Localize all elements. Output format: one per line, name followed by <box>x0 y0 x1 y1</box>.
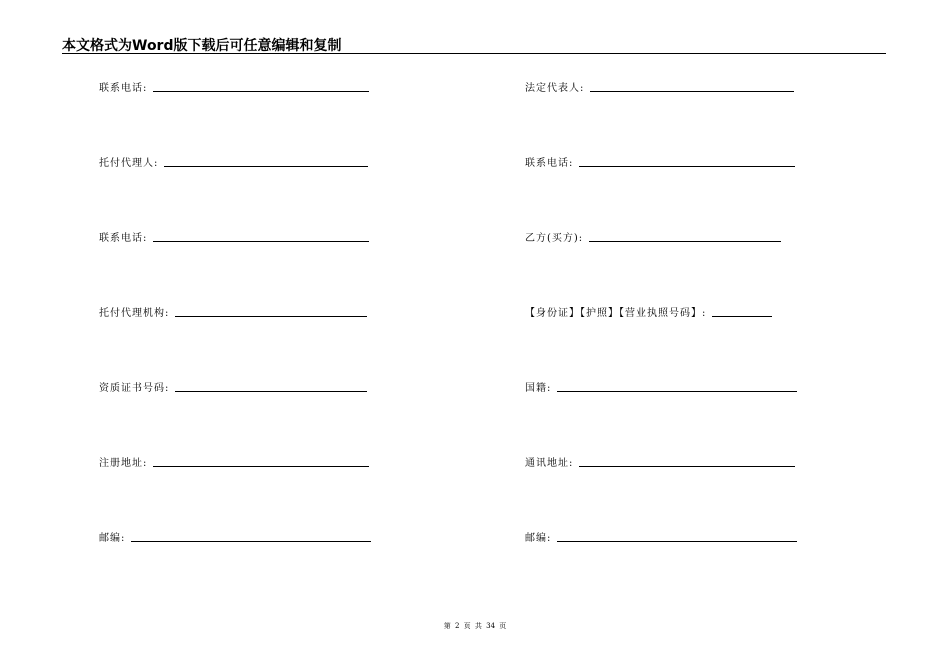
right-field-postcode <box>525 528 797 546</box>
fill-in-blank-line[interactable] <box>579 466 795 467</box>
header-divider <box>62 53 886 54</box>
fill-in-blank-line[interactable] <box>175 316 367 317</box>
field-label: 邮编: <box>525 533 552 544</box>
field-label: 法定代表人: <box>525 83 585 94</box>
fill-in-blank-line[interactable] <box>153 241 369 242</box>
right-field-legal-representative <box>525 78 794 96</box>
fill-in-blank-line[interactable] <box>579 166 795 167</box>
right-field-nationality <box>525 378 797 396</box>
left-field-contact-phone-2 <box>99 228 369 246</box>
page-prefix: 第 <box>443 622 451 630</box>
total-pages-number: 34 <box>486 622 496 630</box>
current-page-number: 2 <box>454 622 460 630</box>
fill-in-blank-line[interactable] <box>557 391 797 392</box>
field-label: 邮编: <box>99 533 126 544</box>
right-field-id-passport-license <box>525 303 772 321</box>
document-header-banner: 本文格式为Word版下载后可任意编辑和复制 <box>62 38 342 54</box>
fill-in-blank-line[interactable] <box>589 241 781 242</box>
field-label: 联系电话: <box>99 233 148 244</box>
fill-in-blank-line[interactable] <box>712 316 772 317</box>
right-field-mailing-address <box>525 453 795 471</box>
field-label: 托付代理人: <box>99 158 159 169</box>
left-field-postcode <box>99 528 371 546</box>
right-field-party-b-buyer <box>525 228 781 246</box>
fill-in-blank-line[interactable] <box>175 391 367 392</box>
right-field-contact-phone <box>525 153 795 171</box>
left-field-registered-address <box>99 453 369 471</box>
field-label: 联系电话: <box>525 158 574 169</box>
field-label: 通讯地址: <box>525 458 574 469</box>
left-field-agent <box>99 153 368 171</box>
fill-in-blank-line[interactable] <box>557 541 797 542</box>
field-label: 资质证书号码: <box>99 383 170 394</box>
fill-in-blank-line[interactable] <box>153 91 369 92</box>
fill-in-blank-line[interactable] <box>164 166 368 167</box>
fill-in-blank-line[interactable] <box>153 466 369 467</box>
left-field-contact-phone-1 <box>99 78 369 96</box>
fill-in-blank-line[interactable] <box>131 541 371 542</box>
field-label: 国籍: <box>525 383 552 394</box>
left-field-qualification-cert <box>99 378 367 396</box>
field-label: 注册地址: <box>99 458 148 469</box>
total-suffix: 页 <box>499 622 507 630</box>
field-label: 乙方(买方): <box>525 233 584 244</box>
page-number-footer <box>0 621 950 631</box>
field-label: 联系电话: <box>99 83 148 94</box>
left-field-agency <box>99 303 367 321</box>
fill-in-blank-line[interactable] <box>590 91 794 92</box>
page-word: 页 <box>463 622 471 630</box>
field-label: 托付代理机构: <box>99 308 170 319</box>
total-prefix: 共 <box>474 622 482 630</box>
field-label: 【身份证】【护照】【营业执照号码】: <box>525 308 707 319</box>
